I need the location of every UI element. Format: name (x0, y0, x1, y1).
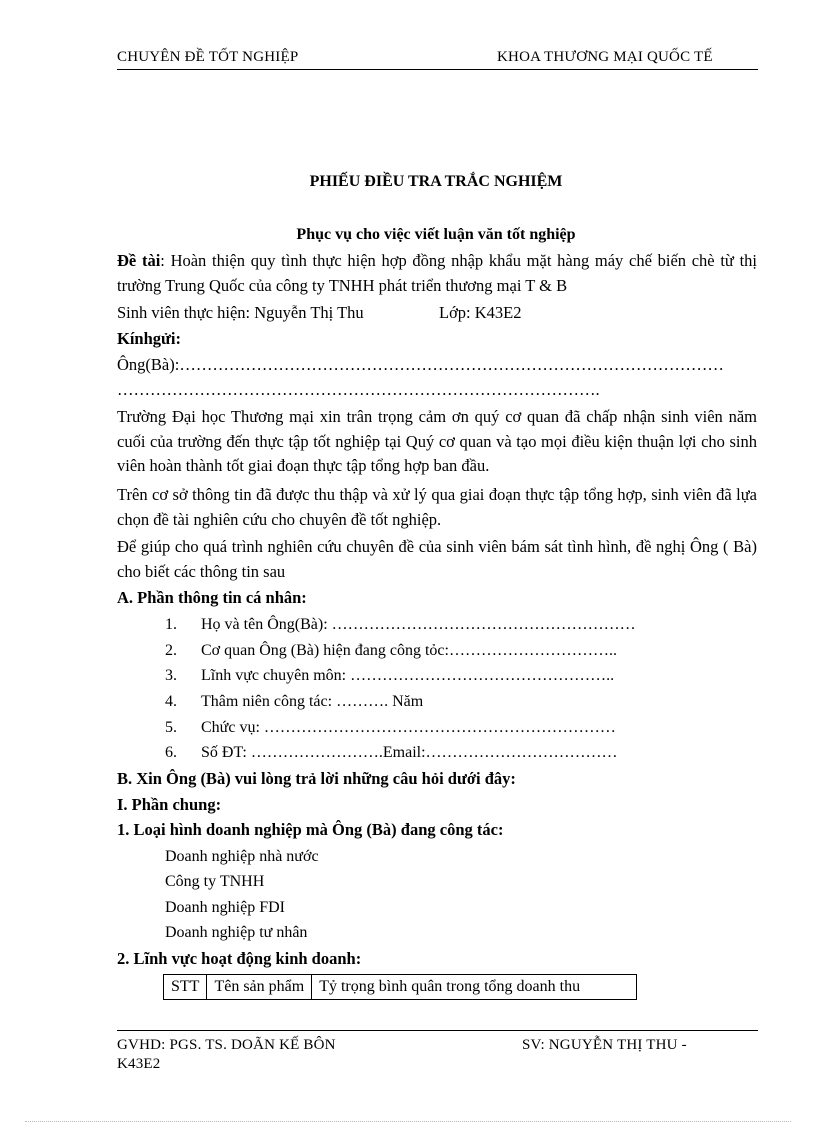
header-left: CHUYÊN ĐỀ TỐT NGHIỆP (117, 49, 299, 65)
footer-supervisor: GVHD: PGS. TS. DOÃN KẾ BÔN (117, 1037, 336, 1053)
header-right: KHOA THƯƠNG MẠI QUỐC TẾ (497, 49, 713, 65)
column-header-share: Tỷ trọng bình quân trong tổng doanh thu (312, 975, 637, 1000)
topic-paragraph (117, 249, 757, 298)
footer-class: K43E2 (117, 1056, 161, 1072)
list-item: Doanh nghiệp nhà nước (165, 847, 319, 865)
paragraph-request: Để giúp cho quá trình nghiên cứu chuyên đề của sinh viên bám sát tình hình, đề nghị Ông ( Bà) cho biết các thông tin sau (117, 537, 757, 581)
list-item: 6. Số ĐT: …………………….Email:……………………………… (165, 744, 618, 762)
header-rule (117, 69, 758, 70)
section-b-heading: B. Xin Ông (Bà) vui lòng trả lời những câu hỏi dưới đây: (117, 769, 516, 788)
list-item: 3. Lĩnh vực chuyên môn: ………………………………………….. (165, 667, 615, 685)
page-bottom-divider (25, 1121, 791, 1122)
addressee-line-1: Ông(Bà):……………………………………………………………………………………… (117, 355, 724, 374)
paragraph-topic-choice: Trên cơ sở thông tin đã được thu thập và xử lý qua giai đoạn thực tập tổng hợp, sinh viên đã lựa chọn đề tài nghiên cứu cho chuyên đề tốt nghiệp. (117, 485, 757, 529)
footer-student: SV: NGUYỄN THỊ THU - (522, 1037, 687, 1053)
addressee-line-2: ……………………………………………………………………………. (117, 380, 600, 399)
topic-text: : Hoàn thiện quy tình thực hiện hợp đồng nhập khẩu mặt hàng máy chế biến chè từ thị trường Trung Quốc của công ty TNHH phát triển thương mại T & B (117, 251, 757, 295)
paragraph-intro: Trường Đại học Thương mại xin trân trọng cảm ơn quý cơ quan đã chấp nhận sinh viên năm cuối của trường đến thực tập tốt nghiệp tại Quý cơ quan và tạo mọi điều kiện thuận lợi cho sinh viên hoàn thành tốt giai đoạn thực tập tổng hợp ban đầu. (117, 407, 757, 475)
student-name: Sinh viên thực hiện: Nguyễn Thị Thu (117, 303, 364, 322)
topic-label: Đề tài (117, 251, 161, 270)
part-one-heading: I. Phần chung: (117, 795, 222, 814)
list-item: Doanh nghiệp FDI (165, 898, 285, 916)
business-type-options (165, 844, 319, 946)
business-field-table (163, 974, 637, 1000)
list-item: Doanh nghiệp tư nhân (165, 924, 308, 942)
list-item: 5. Chức vụ: ………………………………………………………… (165, 718, 616, 736)
personal-info-list (165, 612, 636, 766)
page-title: PHIẾU ĐIỀU TRA TRẮC NGHIỆM (309, 173, 563, 190)
list-item: 1. Họ và tên Ông(Bà): ………………………………………………… (165, 615, 636, 633)
footer-rule (117, 1030, 758, 1031)
greeting: Kínhgửi: (117, 329, 182, 348)
column-header-product: Tên sản phẩm (207, 975, 312, 1000)
section-a-heading: A. Phần thông tin cá nhân: (117, 588, 307, 607)
question-1-heading: 1. Loại hình doanh nghiệp mà Ông (Bà) đang công tác: (117, 820, 504, 839)
column-header-stt: STT (164, 975, 207, 1000)
list-item: Công ty TNHH (165, 873, 265, 891)
page-subtitle: Phục vụ cho việc viết luận văn tốt nghiệp (296, 226, 576, 243)
list-item: 4. Thâm niên công tác: ………. Năm (165, 692, 424, 710)
student-class: Lớp: K43E2 (439, 303, 522, 322)
table-header-row (164, 975, 637, 1000)
question-2-heading: 2. Lĩnh vực hoạt động kinh doanh: (117, 949, 362, 968)
list-item: 2. Cơ quan Ông (Bà) hiện đang công tỏc:………………………….. (165, 641, 617, 659)
